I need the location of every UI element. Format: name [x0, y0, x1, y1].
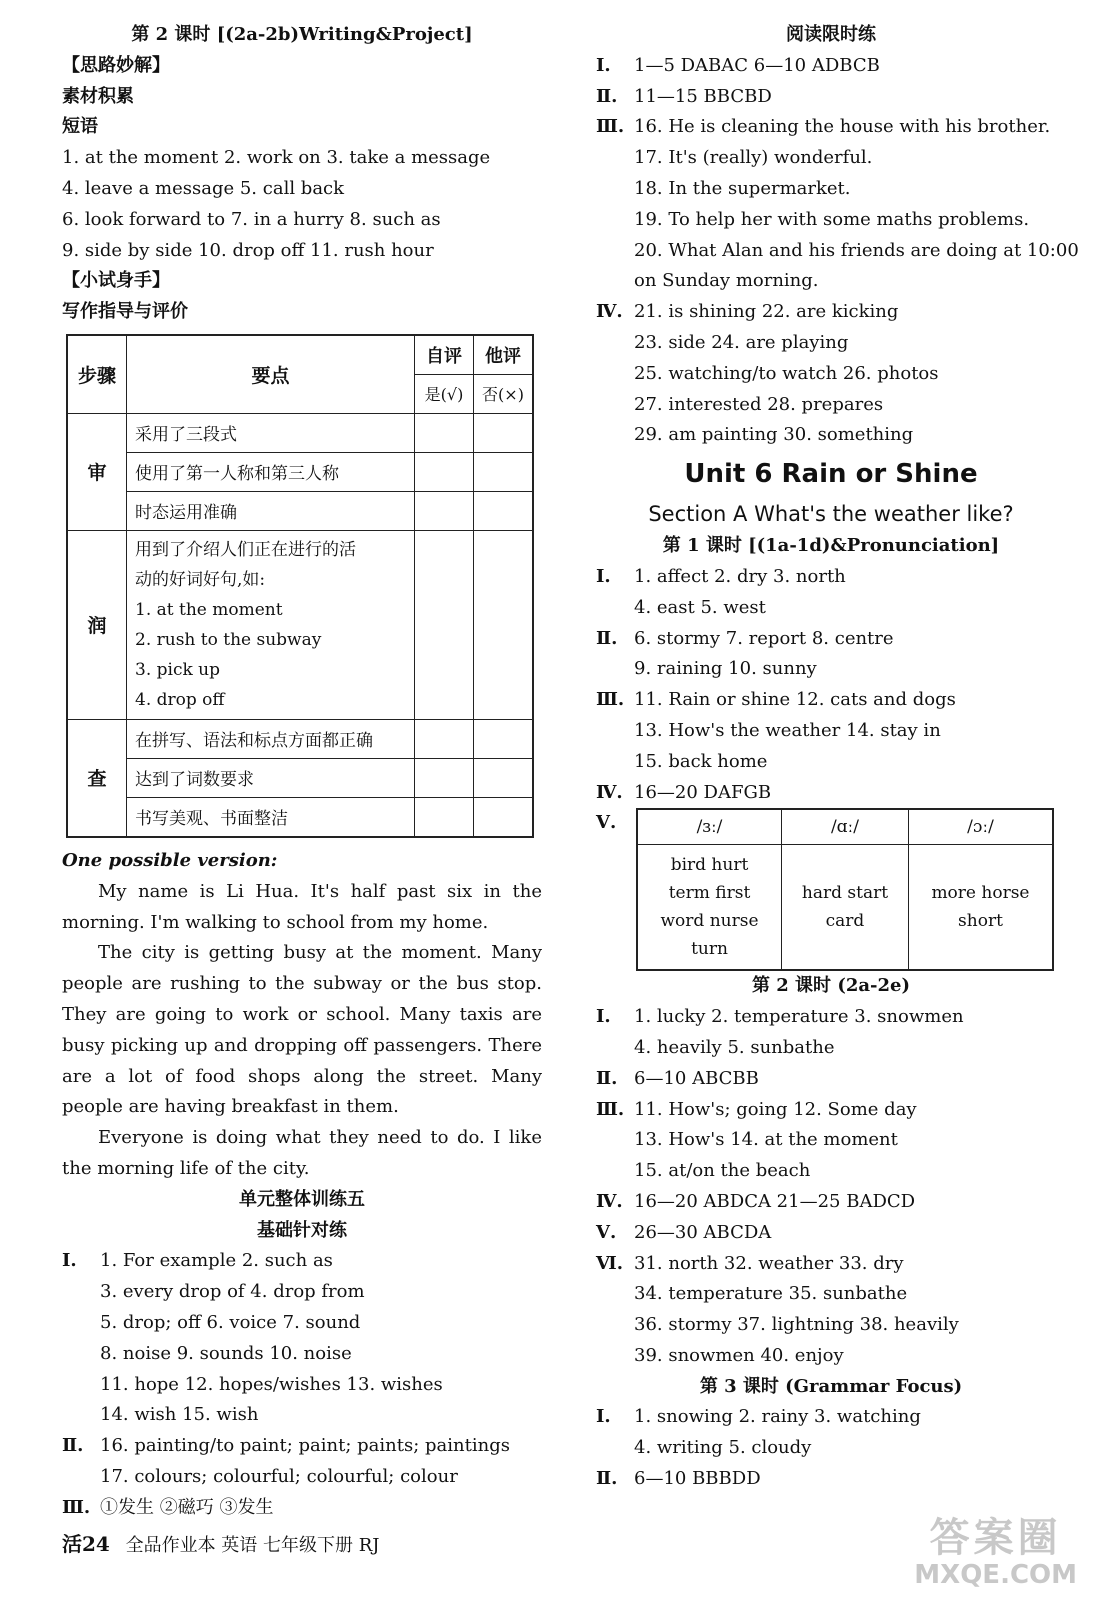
- answer-text: 9. raining 10. sunny: [634, 658, 817, 680]
- roman-numeral: Ⅱ.: [596, 85, 618, 107]
- answer-text: 4. heavily 5. sunbathe: [634, 1036, 835, 1058]
- answer-line: [596, 593, 1066, 624]
- phoneme-header: /ɑː/: [782, 809, 909, 845]
- peer-check-cell: [474, 491, 534, 530]
- answer-line: [596, 1095, 1066, 1126]
- answer-text: 26—30 ABCDA: [634, 1221, 772, 1243]
- lesson1-answers: [596, 562, 1066, 808]
- unit-training-title: 单元整体训练五: [239, 1188, 365, 1210]
- cell-line: 3. pick up: [135, 659, 220, 680]
- writing-evaluation-table: [66, 334, 534, 838]
- answer-line: [596, 82, 1066, 113]
- table-header-no: 否(×): [474, 374, 534, 413]
- step-check: 查: [67, 719, 127, 837]
- roman-numeral: Ⅲ.: [596, 1098, 625, 1120]
- cell-line: 用到了介绍人们正在进行的活: [135, 539, 356, 560]
- table-cell: 达到了词数要求: [127, 758, 415, 797]
- basic-training-title: 基础针对练: [257, 1219, 347, 1241]
- roman-numeral: Ⅰ.: [596, 1006, 611, 1028]
- word-cell: bird hurt term first word nurse turn: [637, 845, 782, 971]
- answer-text: 6. stormy 7. report 8. centre: [634, 627, 894, 649]
- answer-line: [596, 1218, 1066, 1249]
- answer-text: 19. To help her with some maths problems.: [634, 208, 1030, 230]
- peer-check-cell: [474, 413, 534, 452]
- phoneme-header: /ɔː/: [908, 809, 1053, 845]
- self-check-cell: [415, 491, 474, 530]
- table-cell: 使用了第一人称和第三人称: [127, 452, 415, 491]
- peer-check-cell: [474, 530, 534, 719]
- section-heading: 【思路妙解】: [62, 54, 170, 76]
- answer-line: [596, 716, 1066, 747]
- phonetics-table: [636, 808, 1054, 971]
- answer-line: [596, 143, 1066, 174]
- answer-text: 18. In the supermarket.: [634, 177, 851, 199]
- lesson-title: 第 3 课时 (Grammar Focus): [699, 1375, 963, 1397]
- answer-line: Ⅰ. 1. For example 2. such as: [62, 1246, 542, 1277]
- table-cell: 时态运用准确: [127, 491, 415, 530]
- self-check-cell: [415, 452, 474, 491]
- table-cell: [127, 530, 415, 719]
- step-polish: 润: [67, 530, 127, 719]
- cell-line: 4. drop off: [135, 689, 225, 710]
- answer-line: [596, 1310, 1066, 1341]
- answer-line: [596, 562, 1066, 593]
- answer-text: 4. writing 5. cloudy: [634, 1437, 812, 1459]
- answer-text: 27. interested 28. prepares: [634, 393, 884, 415]
- answer-text: 29. am painting 30. something: [634, 424, 914, 446]
- reading-title: 阅读限时练: [786, 24, 876, 45]
- answer-line: [596, 747, 1066, 778]
- lesson-title: 第 2 课时 (2a-2e): [752, 975, 910, 997]
- word-cell: more horse short: [908, 845, 1053, 971]
- answer-text: 11—15 BBCBD: [634, 85, 772, 107]
- roman-numeral: Ⅱ.: [62, 1435, 84, 1457]
- roman-numeral: Ⅰ.: [596, 54, 611, 76]
- roman-numeral: Ⅴ.: [596, 1221, 617, 1243]
- answer-line: [596, 1156, 1066, 1187]
- peer-check-cell: [474, 452, 534, 491]
- answer-text: 1. snowing 2. rainy 3. watching: [634, 1406, 921, 1428]
- answer-line: 14. wish 15. wish: [100, 1404, 259, 1426]
- essay-paragraph: Everyone is doing what they need to do. I like the morning life of the city.: [62, 1127, 542, 1179]
- answer-line: [596, 1125, 1066, 1156]
- subheading: 写作指导与评价: [62, 301, 188, 323]
- answer-line: [596, 1279, 1066, 1310]
- answer-line: Ⅱ. 16. painting/to paint; paint; paints; paintings: [62, 1431, 542, 1462]
- lesson-title: 第 1 课时 [(1a-1d)&Pronunciation]: [662, 535, 1000, 557]
- answer-line: [596, 1064, 1066, 1095]
- roman-numeral: Ⅳ.: [596, 781, 623, 803]
- answer-text: 16. He is cleaning the house with his brother.: [634, 116, 1051, 138]
- cell-line: 2. rush to the subway: [135, 629, 322, 650]
- list-item: 1. at the moment 2. work on 3. take a message: [62, 147, 491, 169]
- self-check-cell: [415, 758, 474, 797]
- answer-text: 39. snowmen 40. enjoy: [634, 1344, 844, 1366]
- roman-numeral: Ⅴ.: [596, 812, 617, 834]
- roman-numeral: Ⅱ.: [596, 627, 618, 649]
- page-footer: [62, 1528, 380, 1557]
- roman-numeral: Ⅲ.: [596, 116, 625, 138]
- answer-line: [596, 624, 1066, 655]
- answer-line: 17. colours; colourful; colourful; colour: [100, 1465, 458, 1487]
- table-header-points: 要点: [127, 335, 415, 414]
- answer-line: [596, 266, 1066, 297]
- answer-text: 13. How's the weather 14. stay in: [634, 719, 941, 741]
- book-info: 全品作业本 英语 七年级下册 RJ: [125, 1535, 380, 1556]
- roman-numeral: Ⅵ.: [596, 1252, 623, 1274]
- answer-line: 3. every drop of 4. drop from: [100, 1281, 365, 1303]
- answer-text: 21. is shining 22. are kicking: [634, 301, 899, 323]
- answer-line: [596, 112, 1066, 143]
- unit-title: Unit 6 Rain or Shine: [684, 459, 978, 490]
- sample-essay: [62, 877, 542, 1185]
- answer-line: [596, 654, 1066, 685]
- answer-text: 36. stormy 37. lightning 38. heavily: [634, 1314, 959, 1336]
- answer-line: [596, 1187, 1066, 1218]
- subheading: 素材积累: [62, 85, 134, 107]
- reading-answers: [596, 51, 1079, 451]
- roman-numeral: Ⅰ.: [596, 565, 611, 587]
- answer-line: [596, 420, 1066, 451]
- cell-line: 1. at the moment: [135, 599, 283, 620]
- answer-line: [596, 390, 1066, 421]
- answer-line: [596, 174, 1066, 205]
- answer-text: 6—10 BBBDD: [634, 1468, 761, 1490]
- watermark-logo: [914, 1515, 1077, 1590]
- self-check-cell: [415, 797, 474, 837]
- essay-paragraph: My name is Li Hua. It's half past six in the morning. I'm walking to school from my home.: [62, 880, 542, 933]
- table-header-step: 步骤: [67, 335, 127, 414]
- roman-numeral: Ⅳ.: [596, 1190, 623, 1212]
- table-header-yes: 是(√): [415, 374, 474, 413]
- phonetics-block: [596, 808, 1066, 971]
- section-title: Section A What's the weather like?: [648, 502, 1014, 527]
- roman-numeral: Ⅲ.: [596, 689, 625, 711]
- watermark-text: 答案圈: [929, 1515, 1062, 1561]
- answer-text: 1—5 DABAC 6—10 ADBCB: [634, 54, 880, 76]
- answer-text: 16—20 ABDCA 21—25 BADCD: [634, 1190, 916, 1212]
- answer-line: [596, 1341, 1066, 1372]
- answer-text: 13. How's 14. at the moment: [634, 1129, 898, 1151]
- answer-line: [596, 1433, 1066, 1464]
- peer-check-cell: [474, 758, 534, 797]
- answer-text: 17. It's (really) wonderful.: [634, 147, 873, 169]
- roman-numeral: Ⅱ.: [596, 1067, 618, 1089]
- answer-line: [596, 778, 1066, 809]
- list-item: 4. leave a message 5. call back: [62, 177, 345, 199]
- cell-line: 动的好词好句,如:: [135, 569, 266, 590]
- section-heading: 【小试身手】: [62, 270, 170, 292]
- answer-line: [596, 297, 1066, 328]
- table-cell: 书写美观、书面整洁: [127, 797, 415, 837]
- answer-text: 1. lucky 2. temperature 3. snowmen: [634, 1006, 964, 1028]
- answer-text: 4. east 5. west: [634, 596, 766, 618]
- list-item: 6. look forward to 7. in a hurry 8. such as: [62, 208, 441, 230]
- self-check-cell: [415, 530, 474, 719]
- roman-numeral: Ⅲ.: [62, 1496, 91, 1518]
- answer-text: 11. Rain or shine 12. cats and dogs: [634, 689, 956, 711]
- watermark-url: MXQE.COM: [914, 1560, 1077, 1590]
- answer-line: 11. hope 12. hopes/wishes 13. wishes: [100, 1373, 443, 1395]
- self-check-cell: [415, 719, 474, 758]
- word-cell: hard start card: [782, 845, 909, 971]
- phoneme-header: /ɜː/: [637, 809, 782, 845]
- peer-check-cell: [474, 797, 534, 837]
- answer-text: 11. How's; going 12. Some day: [634, 1098, 917, 1120]
- page-number: 活24: [62, 1532, 110, 1556]
- table-cell: 采用了三段式: [127, 413, 415, 452]
- answer-line: [596, 51, 1066, 82]
- answer-text: 25. watching/to watch 26. photos: [634, 362, 939, 384]
- answer-line: [596, 1464, 1066, 1495]
- lesson2-answers: [596, 1002, 1066, 1372]
- answer-text: 16—20 DAFGB: [634, 781, 772, 803]
- answer-line: [596, 1033, 1066, 1064]
- self-check-cell: [415, 413, 474, 452]
- answer-line: [596, 685, 1066, 716]
- answer-line: 5. drop; off 6. voice 7. sound: [100, 1311, 361, 1333]
- answer-text: 15. back home: [634, 750, 768, 772]
- roman-numeral: Ⅱ.: [596, 1468, 618, 1490]
- essay-paragraph: The city is getting busy at the moment. Many people are rushing to the subway or the bus stop. They are going to work or school. Many taxis are busy picking up and dropping off passengers. There are a lot of food shops along the street. Many people are having breakfast in them.: [62, 942, 542, 1118]
- answer-line: [596, 236, 1079, 267]
- roman-numeral: Ⅳ.: [596, 301, 623, 323]
- answer-text: 15. at/on the beach: [634, 1160, 811, 1182]
- answer-text: 1. affect 2. dry 3. north: [634, 565, 846, 587]
- phrase-list: [62, 143, 542, 266]
- answer-text: on Sunday morning.: [634, 270, 819, 292]
- answer-line: Ⅲ. ①发生 ②磁巧 ③发生: [62, 1493, 542, 1524]
- answer-text: 34. temperature 35. sunbathe: [634, 1283, 908, 1305]
- answer-text: 20. What Alan and his friends are doing at 10:00: [634, 239, 1079, 261]
- answer-text: 31. north 32. weather 33. dry: [634, 1252, 904, 1274]
- answer-text: 6—10 ABCBB: [634, 1067, 759, 1089]
- answer-text: 23. side 24. are playing: [634, 331, 849, 353]
- version-label: One possible version:: [62, 849, 278, 871]
- answer-line: [596, 205, 1066, 236]
- peer-check-cell: [474, 719, 534, 758]
- subheading: 短语: [62, 116, 98, 138]
- table-header-peer: 他评: [474, 335, 534, 375]
- lesson-title: 第 2 课时 [(2a-2b)Writing&Project]: [131, 24, 473, 45]
- list-item: 9. side by side 10. drop off 11. rush hour: [62, 239, 434, 261]
- step-review: 审: [67, 413, 127, 530]
- roman-numeral: Ⅰ.: [596, 1406, 611, 1428]
- left-column: [62, 20, 542, 1524]
- answer-line: 8. noise 9. sounds 10. noise: [100, 1342, 352, 1364]
- roman-numeral: Ⅰ.: [62, 1250, 77, 1272]
- table-cell: 在拼写、语法和标点方面都正确: [127, 719, 415, 758]
- answer-line: [596, 1002, 1066, 1033]
- right-column: [596, 20, 1079, 1495]
- lesson3-answers: [596, 1402, 1066, 1494]
- answer-line: [596, 1249, 1066, 1280]
- answer-line: [596, 1402, 1066, 1433]
- answer-line: [596, 359, 1066, 390]
- table-header-self: 自评: [415, 335, 474, 375]
- answer-line: [596, 328, 1066, 359]
